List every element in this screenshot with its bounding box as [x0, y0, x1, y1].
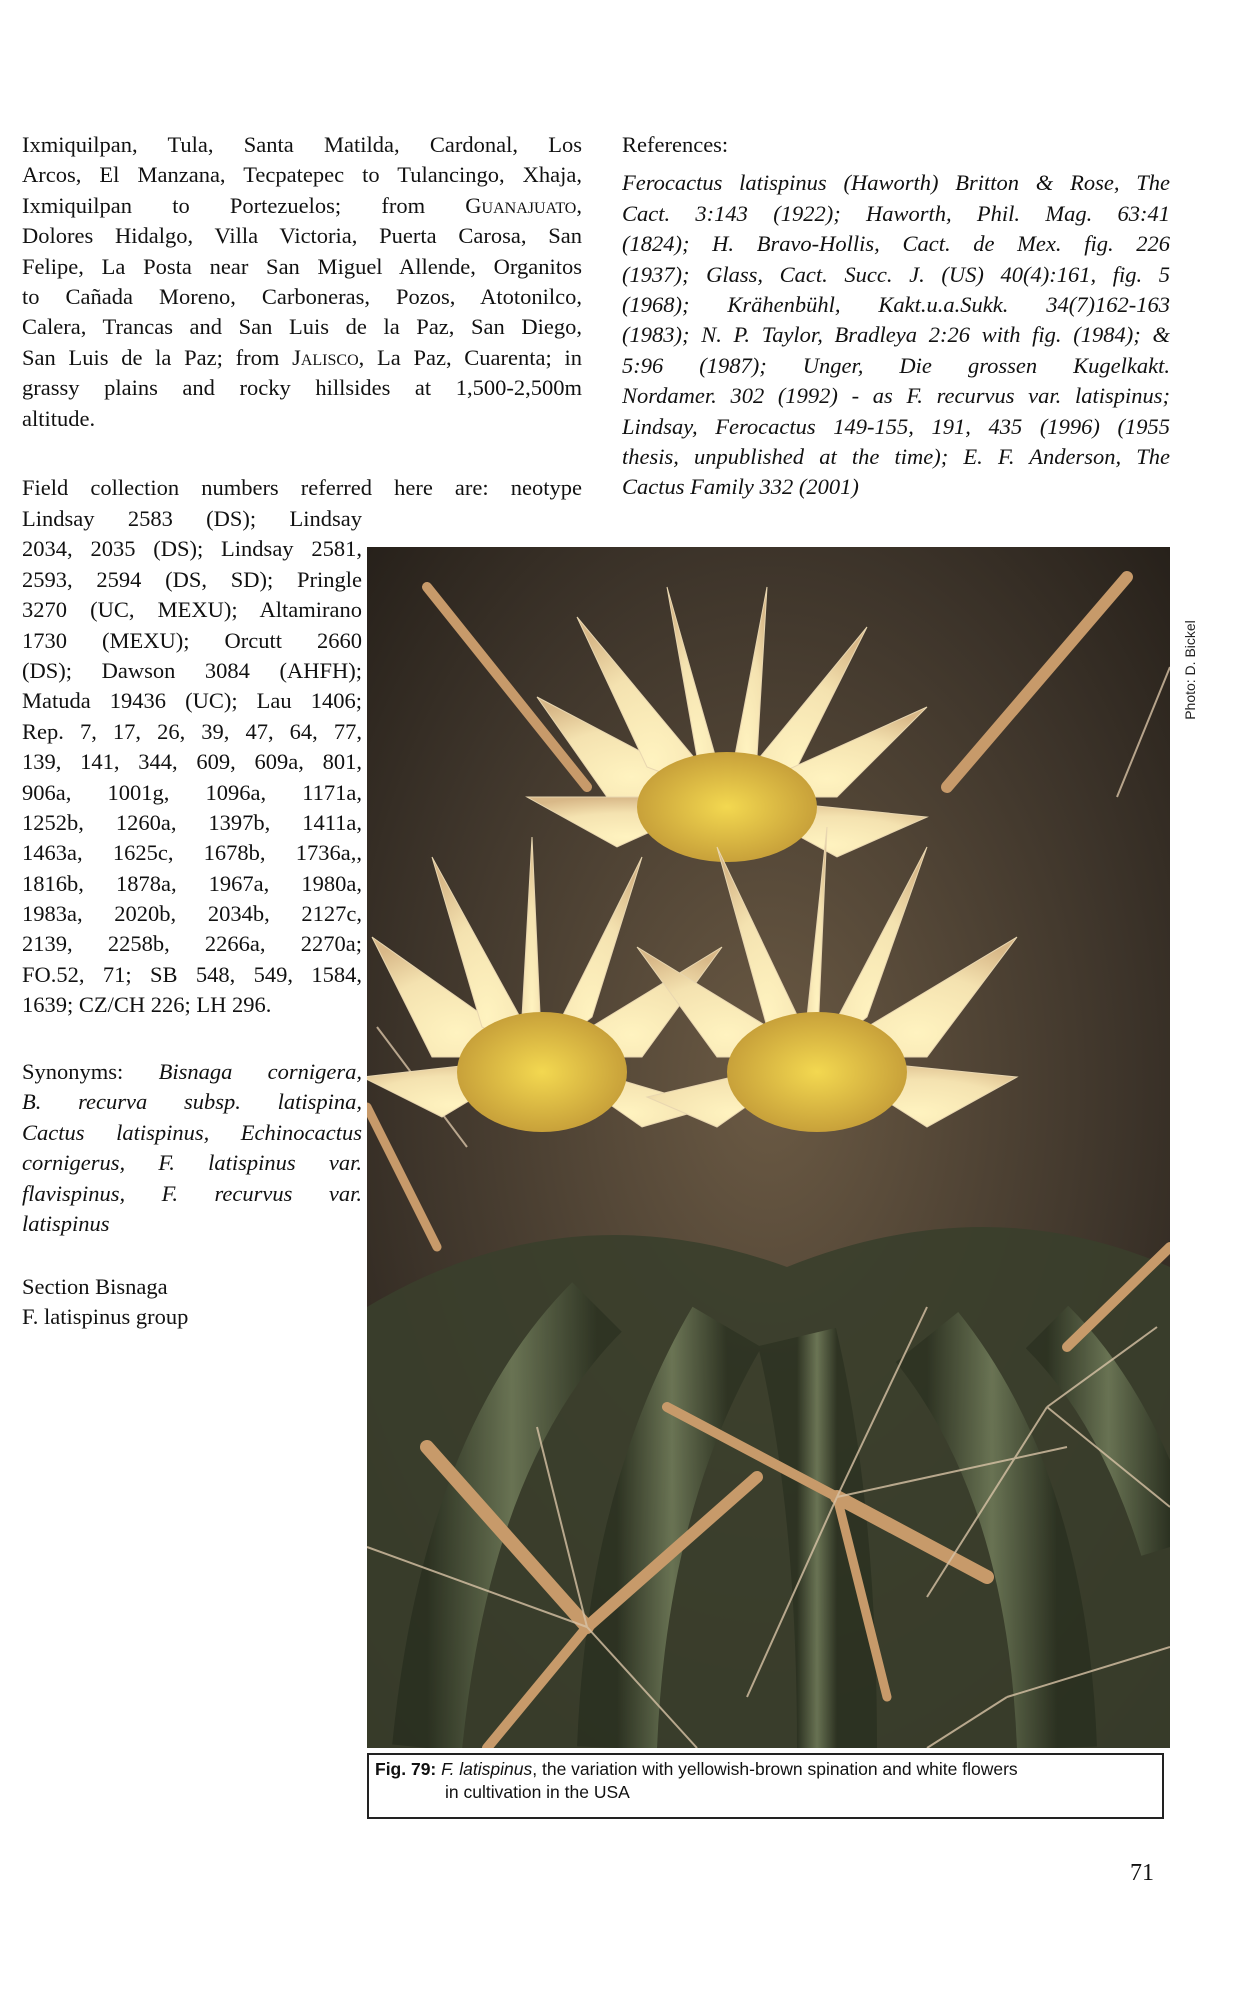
text-line: altitude.	[22, 405, 96, 431]
locality-paragraph	[22, 130, 582, 434]
group-name: F. latispinus group	[22, 1304, 189, 1330]
references-block	[622, 130, 1170, 503]
text-line: Lindsay 2583 (DS); Lindsay	[22, 506, 362, 531]
text-line: Ixmiquilpan, Tula, Santa Matilda, Cardonal, Los	[22, 132, 582, 157]
text-line: 906a, 1001g, 1096a, 1171a,	[22, 779, 362, 805]
reference-line: (1968); Krähenbühl, Kakt.u.a.Sukk. 34(7)162-163	[622, 291, 1170, 317]
text-line: Felipe, La Posta near San Miguel Allende, Organitos	[22, 253, 582, 279]
synonyms-block	[22, 1057, 362, 1239]
figure-caption	[367, 1753, 1164, 1819]
text-line: 2593, 2594 (DS, SD); Pringle	[22, 566, 362, 592]
caption-text: , the variation with yellowish-brown spination and white flowers	[532, 1759, 1018, 1779]
text-line: Matuda 19436 (UC); Lau 1406;	[22, 688, 362, 714]
text-line: B. recurva subsp. latispina,	[22, 1089, 362, 1115]
reference-line: thesis, unpublished at the time); E. F. Anderson, The	[622, 443, 1170, 469]
page-number: 71	[1130, 1860, 1154, 1886]
reference-line: Ferocactus latispinus (Haworth) Britton & Rose, The	[622, 170, 1170, 196]
text-line: 1816b, 1878a, 1967a, 1980a,	[22, 870, 362, 896]
caption-text: in cultivation in the USA	[445, 1782, 630, 1802]
text-line: 1730 (MEXU); Orcutt 2660	[22, 627, 362, 653]
text-line: 3270 (UC, MEXU); Altamirano	[22, 597, 362, 623]
text-line: to Cañada Moreno, Carboneras, Pozos, Atotonilco,	[22, 283, 582, 309]
text-line: flavispinus, F. recurvus var.	[22, 1180, 362, 1206]
figure-species: F. latispinus	[441, 1759, 533, 1779]
text-line: Field collection numbers referred here are: neotype	[22, 475, 582, 500]
reference-line: (1983); N. P. Taylor, Bradleya 2:26 with fig. (1984); &	[622, 322, 1170, 348]
cactus-photo	[367, 547, 1170, 1748]
reference-line: (1937); Glass, Cact. Succ. J. (US) 40(4):161, fig. 5	[622, 261, 1170, 287]
text-line: Arcos, El Manzana, Tecpatepec to Tulancingo, Xhaja,	[22, 162, 582, 188]
reference-line: Cactus Family 332 (2001)	[622, 474, 859, 500]
text-line: Cactus latispinus, Echinocactus	[22, 1119, 362, 1145]
text-line: Ixmiquilpan to Portezuelos; from Guanajuato,	[22, 192, 582, 218]
state-name: Guanajuato	[465, 192, 577, 218]
text-line: FO.52, 71; SB 548, 549, 1584,	[22, 961, 362, 987]
text-line: 2034, 2035 (DS); Lindsay 2581,	[22, 536, 362, 562]
references-heading: References:	[622, 132, 729, 157]
figure-number: Fig. 79:	[375, 1759, 437, 1779]
synonyms-label: Synonyms:	[22, 1059, 159, 1084]
section-name: Section Bisnaga	[22, 1274, 168, 1299]
text-line: Rep. 7, 17, 26, 39, 47, 64, 77,	[22, 718, 362, 744]
text-line: cornigerus, F. latispinus var.	[22, 1150, 362, 1176]
text-line: 1463a, 1625c, 1678b, 1736a,,	[22, 840, 362, 866]
text-line: Dolores Hidalgo, Villa Victoria, Puerta Carosa, San	[22, 223, 582, 249]
reference-line: Cact. 3:143 (1922); Haworth, Phil. Mag. 63:41	[622, 200, 1170, 226]
text-line: 1983a, 2020b, 2034b, 2127c,	[22, 901, 362, 927]
text-line: (DS); Dawson 3084 (AHFH);	[22, 657, 362, 683]
reference-line: Nordamer. 302 (1992) - as F. recurvus var. latispinus;	[622, 383, 1170, 409]
text-line: San Luis de la Paz; from Jalisco, La Paz, Cuarenta; in	[22, 344, 582, 370]
text-line: 1252b, 1260a, 1397b, 1411a,	[22, 809, 362, 835]
field-collections-heading	[22, 473, 582, 503]
reference-line: (1824); H. Bravo-Hollis, Cact. de Mex. fig. 226	[622, 231, 1170, 257]
text-line: latispinus	[22, 1210, 110, 1236]
text-line: 139, 141, 344, 609, 609a, 801,	[22, 749, 362, 775]
text-line: grassy plains and rocky hillsides at 1,500-2,500m	[22, 375, 582, 401]
text-line: Synonyms: Bisnaga cornigera,	[22, 1059, 362, 1084]
state-name: Jalisco	[292, 344, 359, 370]
section-block	[22, 1272, 362, 1333]
reference-line: 5:96 (1987); Unger, Die grossen Kugelkakt.	[622, 352, 1170, 378]
reference-line: Lindsay, Ferocactus 149-155, 191, 435 (1996) (1955	[622, 413, 1170, 439]
text-line: 2139, 2258b, 2266a, 2270a;	[22, 931, 362, 957]
text-line: 1639; CZ/CH 226; LH 296.	[22, 992, 272, 1018]
text-line: Calera, Trancas and San Luis de la Paz, San Diego,	[22, 314, 582, 340]
field-collections-list	[22, 504, 362, 1021]
